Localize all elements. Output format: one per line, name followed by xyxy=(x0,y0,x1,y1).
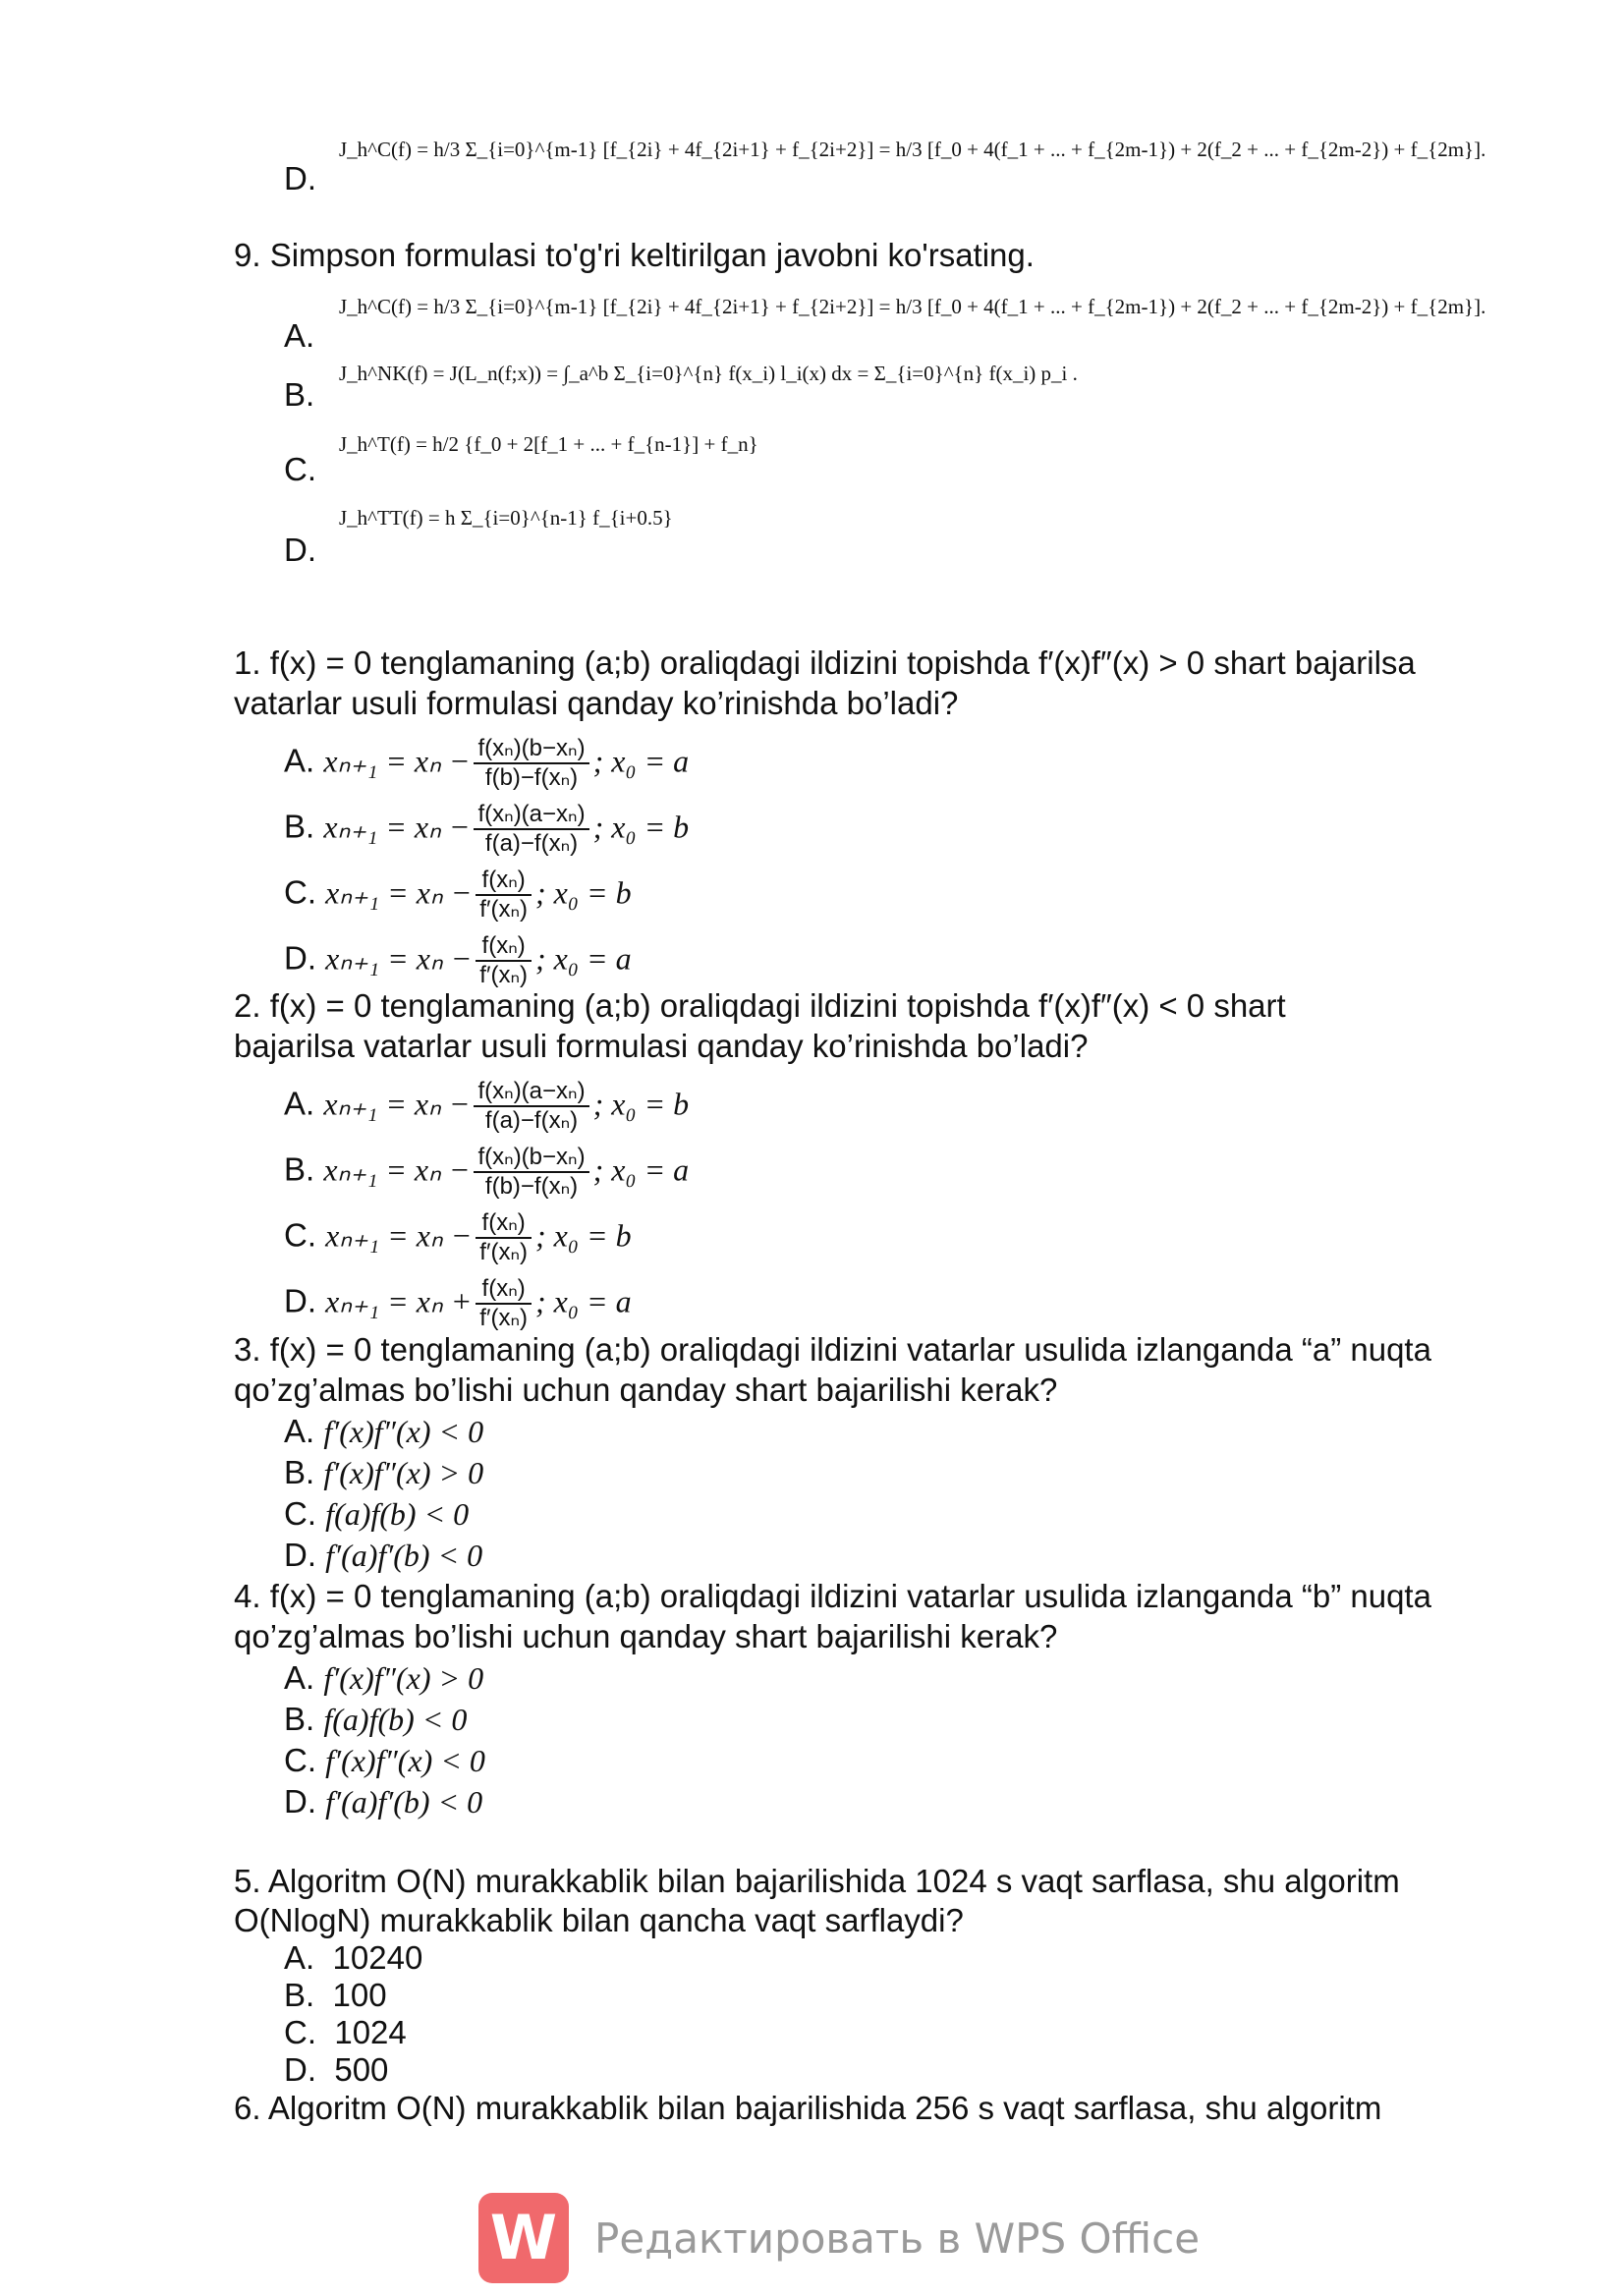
option-label: C. xyxy=(284,1742,316,1778)
q9-option-d-label: D. xyxy=(284,532,316,568)
formula-tail: ; x₀ = b xyxy=(592,809,690,845)
q2-option-c xyxy=(284,1209,632,1266)
q5-question-line2: O(NlogN) murakkablik bilan qancha vaqt sarflaydi? xyxy=(234,1902,964,1938)
wps-logo-icon[interactable] xyxy=(478,2193,569,2283)
option-formula: f′(x)f″(x) > 0 xyxy=(323,1660,484,1696)
option-label: B. xyxy=(284,808,315,845)
option-text: 1024 xyxy=(334,2014,407,2050)
q2-option-b xyxy=(284,1144,689,1201)
q4-option-d xyxy=(284,1782,482,1821)
top-option-d-label: D. xyxy=(284,160,316,196)
option-label: A. xyxy=(284,1413,315,1449)
q3-option-a xyxy=(284,1412,483,1451)
option-text: 10240 xyxy=(332,1939,423,1976)
option-label: D. xyxy=(284,1282,316,1319)
formula-tail: ; x₀ = b xyxy=(535,874,632,911)
option-formula: f(a)f(b) < 0 xyxy=(323,1702,468,1737)
q4-option-c xyxy=(284,1741,485,1780)
option-label: A. xyxy=(284,742,315,779)
option-label: C. xyxy=(284,1216,316,1254)
q4-question-line2: qo’zg’almas bo’lishi uchun qanday shart bajarilishi kerak? xyxy=(234,1618,1058,1654)
option-formula: f′(a)f′(b) < 0 xyxy=(325,1538,483,1573)
fraction-numerator: f(xₙ) xyxy=(476,932,532,962)
q1-option-d xyxy=(284,932,632,989)
q6-question-line1: 6. Algoritm O(N) murakkablik bilan bajarilishida 256 s vaqt sarflasa, shu algoritm xyxy=(234,2090,1382,2126)
formula-lhs: xₙ₊₁ = xₙ − xyxy=(323,809,471,845)
option-label: D. xyxy=(284,1783,316,1820)
option-label: A. xyxy=(284,1085,315,1122)
option-label: C. xyxy=(284,2014,316,2050)
fraction-numerator: f(xₙ)(b−xₙ) xyxy=(474,735,588,764)
q1-question-line1: 1. f(x) = 0 tenglamaning (a;b) oraliqdagi ildizini topishda f′(x)f″(x) > 0 shart bajarilsa xyxy=(234,644,1416,681)
q5-option-b xyxy=(284,1976,387,2015)
q3-option-b xyxy=(284,1453,483,1492)
q5-option-a xyxy=(284,1938,422,1978)
option-label: D. xyxy=(284,1537,316,1573)
q9-option-a-formula: J_h^C(f) = h/3 Σ_{i=0}^{m-1} [f_{2i} + 4f_{2i+1} + f_{2i+2}] = h/3 [f_0 + 4(f_1 + ... + f_{2m-1}) + 2(f_2 + ... + f_{2m-2}) + f_{2m}]. xyxy=(339,295,1486,318)
fraction-denominator: f′(xₙ) xyxy=(479,1305,528,1331)
option-label: B. xyxy=(284,1701,315,1737)
wps-edit-link[interactable]: Редактировать в WPS Office xyxy=(594,2214,1201,2263)
option-text: 100 xyxy=(332,1977,387,2013)
fraction-numerator: f(xₙ)(a−xₙ) xyxy=(474,801,588,830)
q2-question-line2: bajarilsa vatarlar usuli formulasi qanday ko’rinishda bo’ladi? xyxy=(234,1028,1089,1064)
option-formula: f′(x)f″(x) < 0 xyxy=(323,1414,484,1449)
option-formula: f′(x)f″(x) > 0 xyxy=(323,1455,484,1490)
q3-option-d xyxy=(284,1536,482,1575)
formula-tail: ; x₀ = a xyxy=(535,940,632,977)
option-label: B. xyxy=(284,1454,315,1490)
q4-option-a xyxy=(284,1658,483,1698)
formula-tail: ; x₀ = a xyxy=(592,1151,690,1188)
option-label: C. xyxy=(284,1495,316,1532)
q5-question-line1: 5. Algoritm O(N) murakkablik bilan bajarilishida 1024 s vaqt sarflasa, shu algoritm xyxy=(234,1863,1400,1899)
formula-lhs: xₙ₊₁ = xₙ − xyxy=(323,1086,471,1122)
option-text: 500 xyxy=(334,2051,389,2088)
option-label: B. xyxy=(284,1150,315,1188)
fraction-denominator: f(a)−f(xₙ) xyxy=(484,1107,579,1134)
option-label: A. xyxy=(284,1659,315,1696)
q9-option-a-label: A. xyxy=(284,317,315,354)
q2-option-d xyxy=(284,1275,632,1332)
formula-tail: ; x₀ = b xyxy=(535,1217,632,1254)
q1-question-line2: vatarlar usuli formulasi qanday ko’rinishda bo’ladi? xyxy=(234,685,959,721)
option-label: D. xyxy=(284,939,316,977)
q2-option-a xyxy=(284,1078,689,1135)
q4-question-line1: 4. f(x) = 0 tenglamaning (a;b) oraliqdagi ildizini vatarlar usulida izlanganda “b” nuqta xyxy=(234,1578,1431,1614)
formula-tail: ; x₀ = a xyxy=(535,1283,632,1319)
q2-question-line1: 2. f(x) = 0 tenglamaning (a;b) oraliqdagi ildizini topishda f′(x)f″(x) < 0 shart xyxy=(234,987,1286,1024)
q9-option-c-label: C. xyxy=(284,451,316,487)
q9-question: 9. Simpson formulasi to'g'ri keltirilgan javobni ko'rsating. xyxy=(234,237,1035,273)
q9-option-b-formula: J_h^NK(f) = J(L_n(f;x)) = ∫_a^b Σ_{i=0}^{n} f(x_i) l_i(x) dx = Σ_{i=0}^{n} f(x_i) p_i . xyxy=(339,362,1078,385)
formula-lhs: xₙ₊₁ = xₙ + xyxy=(325,1283,473,1319)
q3-option-c xyxy=(284,1494,469,1534)
fraction-numerator: f(xₙ) xyxy=(476,1209,532,1239)
fraction-denominator: f′(xₙ) xyxy=(479,962,528,988)
q4-option-b xyxy=(284,1700,467,1739)
fraction-denominator: f(a)−f(xₙ) xyxy=(484,830,579,857)
wps-edit-banner[interactable] xyxy=(478,2193,1201,2287)
q3-question-line2: qo’zg’almas bo’lishi uchun qanday shart bajarilishi kerak? xyxy=(234,1372,1058,1408)
q9-option-d-formula: J_h^TT(f) = h Σ_{i=0}^{n-1} f_{i+0.5} xyxy=(339,506,673,530)
option-formula: f′(a)f′(b) < 0 xyxy=(325,1784,483,1820)
fraction-denominator: f(b)−f(xₙ) xyxy=(484,764,579,791)
fraction-denominator: f(b)−f(xₙ) xyxy=(484,1173,579,1200)
formula-lhs: xₙ₊₁ = xₙ − xyxy=(325,1217,473,1254)
formula-tail: ; x₀ = a xyxy=(592,743,690,779)
formula-lhs: xₙ₊₁ = xₙ − xyxy=(323,743,471,779)
q1-option-a xyxy=(284,735,689,792)
fraction-numerator: f(xₙ) xyxy=(476,1275,532,1305)
fraction-numerator: f(xₙ)(b−xₙ) xyxy=(474,1144,588,1173)
option-formula: f(a)f(b) < 0 xyxy=(325,1496,470,1532)
option-formula: f′(x)f″(x) < 0 xyxy=(325,1743,485,1778)
option-label: A. xyxy=(284,1939,315,1976)
q5-option-c xyxy=(284,2013,407,2052)
q1-option-b xyxy=(284,801,689,858)
fraction-denominator: f′(xₙ) xyxy=(479,896,528,923)
fraction-denominator: f′(xₙ) xyxy=(479,1239,528,1265)
formula-lhs: xₙ₊₁ = xₙ − xyxy=(323,1151,471,1188)
q9-option-c-formula: J_h^T(f) = h/2 {f_0 + 2[f_1 + ... + f_{n-1}] + f_n} xyxy=(339,432,758,456)
wps-logo-glyph: W xyxy=(489,2202,558,2273)
formula-tail: ; x₀ = b xyxy=(592,1086,690,1122)
q1-option-c xyxy=(284,867,632,924)
option-label: C. xyxy=(284,873,316,911)
q5-option-d xyxy=(284,2050,388,2090)
formula-lhs: xₙ₊₁ = xₙ − xyxy=(325,940,473,977)
option-label: B. xyxy=(284,1977,315,2013)
formula-lhs: xₙ₊₁ = xₙ − xyxy=(325,874,473,911)
q3-question-line1: 3. f(x) = 0 tenglamaning (a;b) oraliqdagi ildizini vatarlar usulida izlanganda “a” nuqta xyxy=(234,1331,1431,1368)
top-option-d-formula: J_h^C(f) = h/3 Σ_{i=0}^{m-1} [f_{2i} + 4f_{2i+1} + f_{2i+2}] = h/3 [f_0 + 4(f_1 + ... + f_{2m-1}) + 2(f_2 + ... + f_{2m-2}) + f_{2m}]. xyxy=(339,138,1486,161)
fraction-numerator: f(xₙ)(a−xₙ) xyxy=(474,1078,588,1107)
option-label: D. xyxy=(284,2051,316,2088)
fraction-numerator: f(xₙ) xyxy=(476,867,532,896)
q9-option-b-label: B. xyxy=(284,376,315,413)
